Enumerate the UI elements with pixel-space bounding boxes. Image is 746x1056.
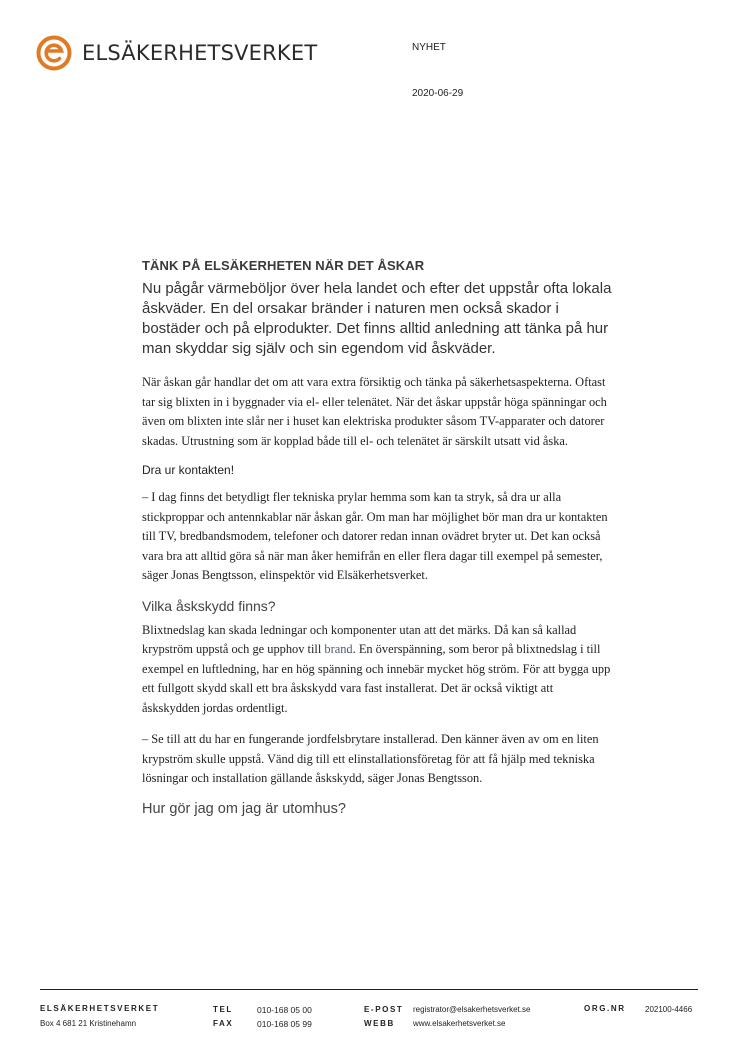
paragraph-1: När åskan går handlar det om att vara extra försiktig och tänka på säkerhetsaspekterna. Oftast tar sig blixten in i byggnader via el- eller telenätet. När det åskar uppstår höga spänningar och även om blixten inte slår ner i huset kan elektriska produkter såsom TV-apparater och datorer skadas. Utrustning som är kopplad både till el- och telenätet är särskilt utsatt vid åska. — [142, 375, 607, 448]
article-title: TÄNK PÅ ELSÄKERHETEN NÄR DET ÅSKAR — [142, 258, 425, 273]
elsakerhetsverket-logo-icon — [35, 34, 73, 72]
paragraph-4: – Se till att du har en fungerande jordfelsbrytare installerad. Den känner även av om en liten krypström skulle uppstå. Vänd dig till ett elinstallationsföretag för att få hjälp med tekniska lösningar och installation gällande åskskydd, säger Jonas Bengtsson. — [142, 732, 599, 785]
brand-name: ELSÄKERHETSVERKET — [82, 41, 318, 65]
subheading-utomhus: Hur gör jag om jag är utomhus? — [142, 800, 346, 817]
subheading-vilka-askskydd: Vilka åskskydd finns? — [142, 597, 276, 614]
subheading-dra-ur-kontakten: Dra ur kontakten! — [142, 463, 235, 477]
article-lead: Nu pågår värmeböljor över hela landet och efter det uppstår ofta lokala åskväder. En del orsakar bränder i naturen men också skador i bostäder och på elprodukter. Det finns alltid anledning att tänka på hur man skyddar sig själv och sin egendom vid åskväder. — [142, 280, 612, 357]
paragraph-3-text-end: . En överspänning, som beror på blixtnedslag i till exempel en luftledning, har en hög spänning och innebär mycket hög ström. För att bygga upp ett fullgott skydd skall ett bra åskskydd vara fast installerat. Det är också viktigt att åskskydden jordas ordentligt. — [142, 642, 611, 715]
footer-tel-label: TEL — [213, 1005, 233, 1014]
article-body — [142, 258, 612, 817]
brand-logo — [35, 34, 317, 72]
document-date: 2020-06-29 — [412, 88, 464, 99]
footer-fax-label: FAX — [213, 1019, 234, 1028]
footer-email[interactable]: registrator@elsakerhetsverket.se — [413, 1005, 531, 1014]
footer-tel: 010-168 05 00 — [257, 1005, 312, 1015]
footer-divider — [40, 989, 698, 990]
footer-address: Box 4 681 21 Kristinehamn — [40, 1019, 137, 1028]
document-type: NYHET — [412, 42, 446, 53]
brand-link[interactable]: brand — [324, 642, 353, 656]
footer-web[interactable]: www.elsakerhetsverket.se — [413, 1019, 506, 1028]
footer-orgnr-label: ORG.NR — [584, 1004, 626, 1013]
footer-orgnr: 202100-4466 — [645, 1005, 693, 1014]
paragraph-3-text-start: Blixtnedslag kan skada ledningar och komponenter utan att det märks. Då kan så kallad krypström uppstå och ge upphov till — [142, 622, 577, 656]
footer-fax: 010-168 05 99 — [257, 1019, 312, 1029]
footer-email-label: E-POST — [364, 1005, 404, 1014]
footer-org: ELSÄKERHETSVERKET — [40, 1004, 160, 1013]
paragraph-2: – I dag finns det betydligt fler tekniska prylar hemma som kan ta stryk, så dra ur alla stickproppar och antennkablar när åskan går. Om man har möjlighet bör man dra ur kontakten till TV, bredbandsmodem, telefoner och datorer redan innan ovädret bryter ut. Det kan också vara bra att alltid göra så när man åker hemifrån en eller flera dagar till exempel på semester, säger Jonas Bengtsson, elinspektör vid Elsäkerhetsverket. — [142, 490, 608, 582]
paragraph-3 — [142, 621, 612, 719]
footer-web-label: WEBB — [364, 1019, 395, 1028]
